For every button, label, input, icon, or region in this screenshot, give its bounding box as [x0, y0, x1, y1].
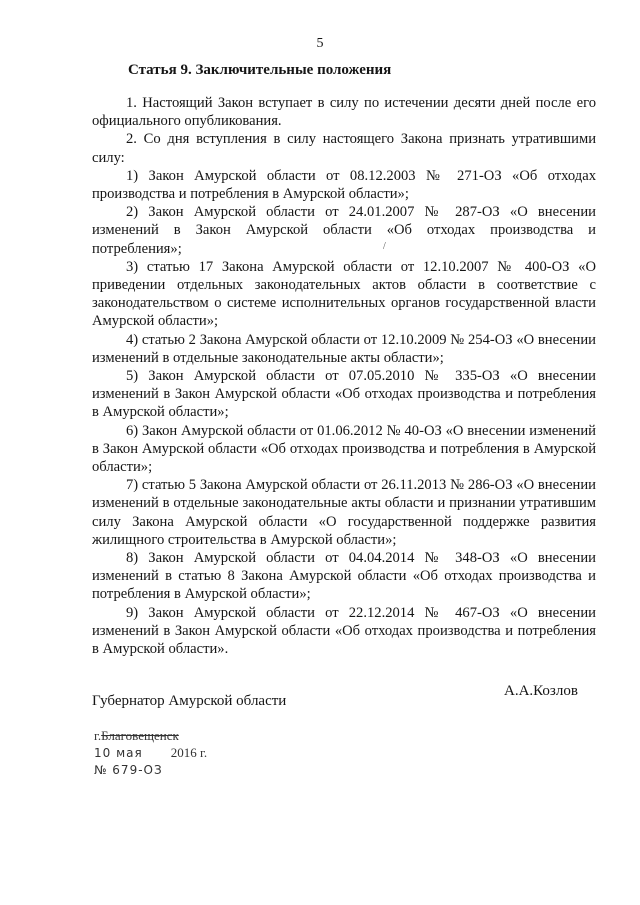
list-item: 4) статью 2 Закона Амурской области от 12.10.2009 № 254-ОЗ «О внесении изменений в отдельные законодательные акты области»;	[92, 331, 596, 366]
list-item: 6) Закон Амурской области от 01.06.2012 № 40-ОЗ «О внесении изменений в Закон Амурской области «Об отходах производства и потребления в Амурской области»;	[92, 422, 596, 476]
stamp-year: 2016 г.	[170, 745, 208, 760]
margin-mark: /	[383, 241, 386, 252]
stamp-date-day: 10 мая	[94, 746, 143, 760]
list-item: 7) статью 5 Закона Амурской области от 26.11.2013 № 286-ОЗ «О внесении изменений в отдельные законодательные акты области и признании утратившим силу Закона Амурской области «О государственной поддержке развития жилищного строительства в Амурской области»;	[92, 477, 596, 548]
list-item: 9) Закон Амурской области от 22.12.2014 № 467-ОЗ «О внесении изменений в Закон Амурской области «Об отходах производства и потребления в Амурской области».	[92, 604, 596, 658]
stamp-city-name: Благовещенск	[101, 728, 179, 743]
stamp-date	[94, 744, 207, 762]
list-item: 5) Закон Амурской области от 07.05.2010 № 335-ОЗ «О внесении изменений в Закон Амурской области «Об отходах производства и потребления в Амурской области»;	[92, 368, 596, 421]
paragraph: 1. Настоящий Закон вступает в силу по истечении десяти дней после его официального опубликования.	[92, 95, 596, 130]
article-body	[92, 94, 596, 658]
list-item: 8) Закон Амурской области от 04.04.2014 № 348-ОЗ «О внесении изменений в статью 8 Закона Амурской области «Об отходах производства и потребления в Амурской области»;	[92, 550, 596, 603]
stamp-city-prefix: г.	[94, 728, 102, 743]
article-title: Статья 9. Заключительные положения	[128, 62, 392, 78]
paragraph: 2. Со дня вступления в силу настоящего Закона признать утратившими силу:	[92, 131, 596, 166]
page-number: 5	[316, 36, 324, 51]
list-item: 1) Закон Амурской области от 08.12.2003 № 271-ОЗ «Об отходах производства и потребления в Амурской области»;	[92, 167, 596, 203]
list-item: 2) Закон Амурской области от 24.01.2007 № 287-ОЗ «О внесении изменений в Закон Амурской области «Об отходах производства и потребления»;	[92, 204, 596, 257]
signatory-position: Губернатор Амурской области	[92, 693, 287, 709]
list-item: 3) статью 17 Закона Амурской области от 12.10.2007 № 400-ОЗ «О приведении отдельных законодательных актов области в соответствие с законодательством о системе исполнительных органов государственной власти Амурской области»;	[92, 258, 596, 330]
signatory-name: А.А.Козлов	[504, 683, 578, 699]
registration-stamp	[94, 727, 207, 779]
stamp-number: № 679-ОЗ	[94, 763, 163, 777]
stamp-city	[94, 727, 207, 744]
